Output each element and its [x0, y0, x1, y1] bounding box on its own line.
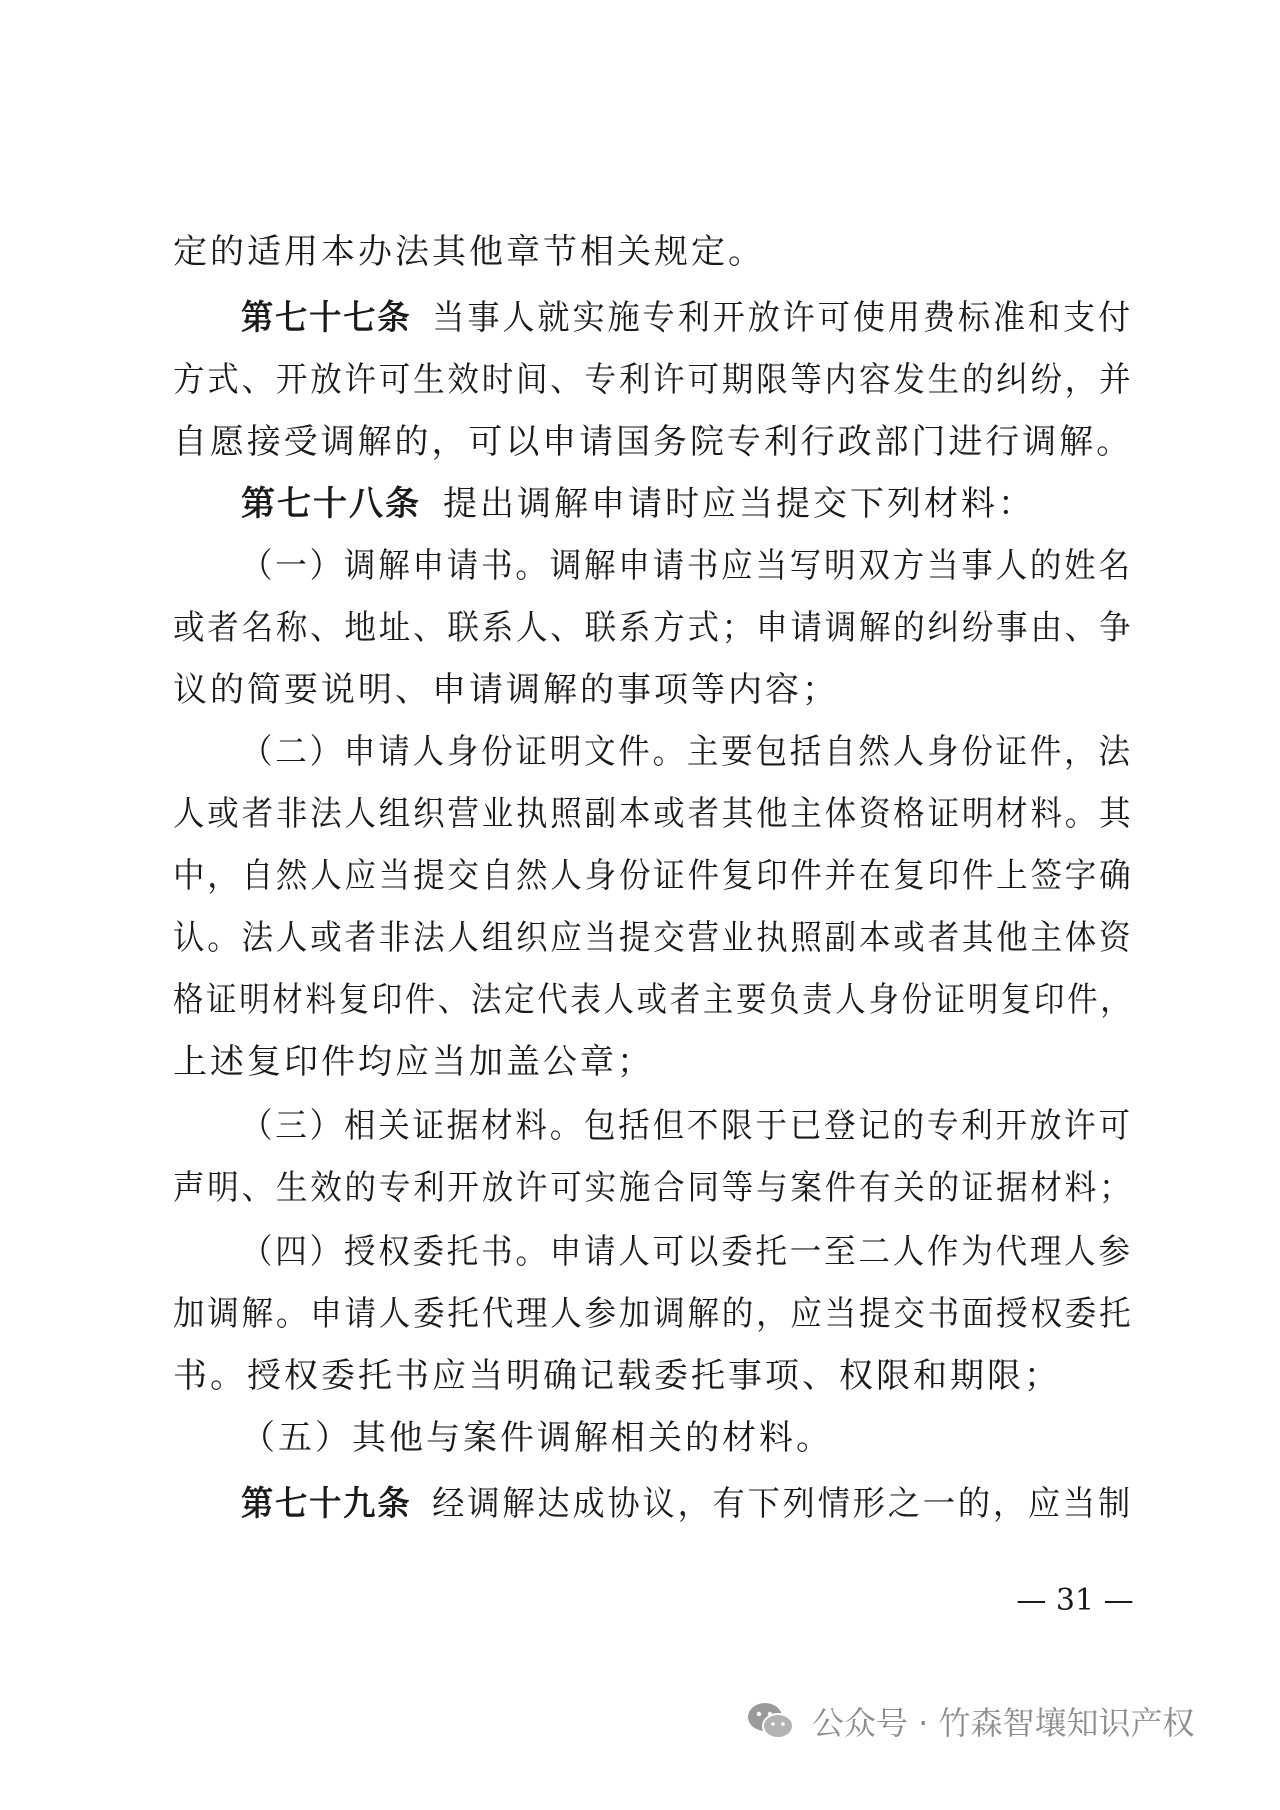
text-line	[173, 1042, 1133, 1082]
line-text: 提出调解申请时应当提交下列材料：	[443, 484, 1035, 524]
text-line	[173, 1294, 1134, 1334]
article-number: 第七十七条	[241, 298, 412, 338]
watermark	[746, 1696, 1195, 1746]
line-text: 议的简要说明、申请调解的事项等内容；	[173, 670, 839, 710]
text-line	[173, 918, 1134, 958]
line-text: 方式、开放许可生效时间、专利许可期限等内容发生的纠纷，并	[173, 360, 1134, 400]
text-line	[241, 1106, 1133, 1146]
line-text: 自愿接受调解的，可以申请国务院专利行政部门进行调解。	[173, 422, 1134, 462]
line-text: 认。法人或者非法人组织应当提交营业执照副本或者其他主体资	[173, 918, 1134, 958]
text-line	[173, 670, 1133, 710]
line-text: （五）其他与案件调解相关的材料。	[241, 1418, 833, 1458]
text-line	[173, 232, 1133, 272]
watermark-text: 公众号 · 竹森智壤知识产权	[812, 1704, 1195, 1742]
line-text: 经调解达成协议，有下列情形之一的，应当制	[432, 1484, 1134, 1524]
line-text: 或者名称、地址、联系人、联系方式；申请调解的纠纷事由、争	[173, 608, 1134, 648]
text-line	[173, 608, 1134, 648]
text-line	[173, 1168, 1134, 1208]
text-line	[173, 422, 1134, 462]
line-text: （三）相关证据材料。包括但不限于已登记的专利开放许可	[241, 1106, 1133, 1146]
text-line	[173, 980, 1134, 1020]
text-line	[241, 1232, 1133, 1272]
article-line	[241, 484, 1133, 524]
article-line	[241, 1484, 1134, 1524]
line-text: 当事人就实施专利开放许可使用费标准和支付	[432, 298, 1134, 338]
line-text: （一）调解申请书。调解申请书应当写明双方当事人的姓名	[241, 546, 1133, 586]
text-line	[173, 1356, 1133, 1396]
line-text: （四）授权委托书。申请人可以委托一至二人作为代理人参	[241, 1232, 1133, 1272]
text-line	[241, 732, 1133, 772]
article-number: 第七十八条	[241, 484, 421, 524]
line-text: 人或者非法人组织营业执照副本或者其他主体资格证明材料。其	[173, 794, 1134, 834]
line-text: 上述复印件均应当加盖公章；	[173, 1042, 654, 1082]
article-line	[241, 298, 1134, 338]
line-text: 定的适用本办法其他章节相关规定。	[173, 232, 765, 272]
line-text: 中，自然人应当提交自然人身份证件复印件并在复印件上签字确	[173, 856, 1134, 896]
wechat-icon	[746, 1701, 796, 1741]
text-line	[173, 856, 1134, 896]
text-line	[241, 1418, 1133, 1458]
line-text: 书。授权委托书应当明确记载委托事项、权限和期限；	[173, 1356, 1061, 1396]
article-number: 第七十九条	[241, 1484, 412, 1524]
line-text: 声明、生效的专利开放许可实施合同等与案件有关的证据材料；	[173, 1168, 1134, 1208]
line-text: （二）申请人身份证明文件。主要包括自然人身份证件，法	[241, 732, 1133, 772]
page-number: — 31 —	[1016, 1583, 1134, 1618]
text-line	[241, 546, 1133, 586]
line-text: 格证明材料复印件、法定代表人或者主要负责人身份证明复印件，	[173, 980, 1134, 1020]
line-text: 加调解。申请人委托代理人参加调解的，应当提交书面授权委托	[173, 1294, 1134, 1334]
text-line	[173, 360, 1134, 400]
text-line	[173, 794, 1134, 834]
